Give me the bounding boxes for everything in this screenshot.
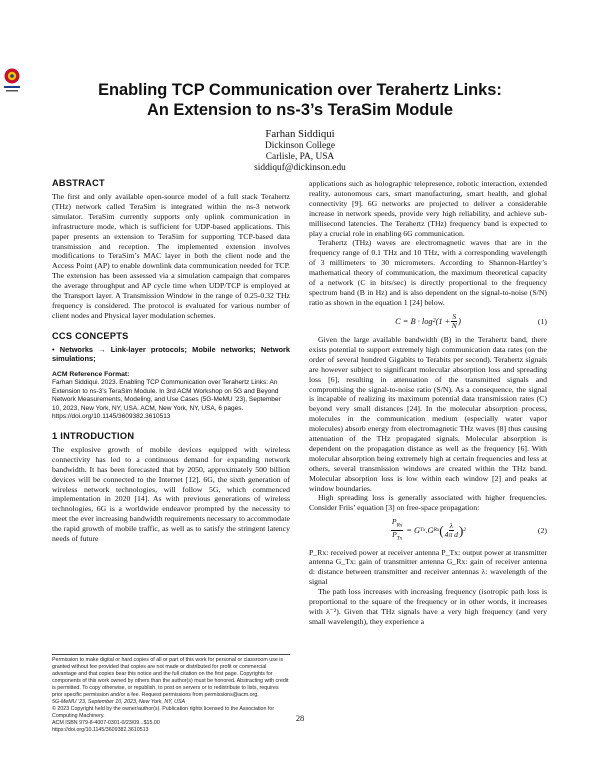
ccs-heading: CCS CONCEPTS — [52, 330, 129, 341]
paragraph-spreading: High spreading loss is generally associated with higher frequencies. Consider Friis’ equation [3] on free-space propagation: — [309, 493, 547, 513]
eq2-tx-sub: Tx — [396, 535, 403, 542]
eq1-open: (1 + — [435, 316, 451, 326]
eq2-power-fraction — [391, 518, 403, 543]
footnote-isbn: ACM ISBN 979-8-4007-0301-0/23/09...$15.00 — [52, 720, 160, 726]
abstract-heading: ABSTRACT — [52, 178, 105, 188]
equation-2: $\frac{P_{Rx}}{P_{Tx}}$ = G Tx .G Rx ( $\frac{\lambda}{\text{4π d}}$ ) 2 (2) — [391, 517, 547, 542]
title-line-2: An Extension to ns-3’s TeraSim Module — [146, 101, 453, 119]
author-location: Carlisle, PA, USA — [265, 152, 335, 163]
eq2-exponent: 2 — [463, 526, 467, 533]
ccs-arrow: → — [98, 344, 106, 354]
eq1-lhs: C = B · log — [395, 316, 433, 326]
eq1-fraction — [451, 313, 457, 331]
page-number: 28 — [295, 714, 305, 723]
right-column — [309, 179, 547, 627]
footnote-copyright: © 2023 Copyright held by the owner/author(s). Publication rights licensed to the Association for Computing Machinery. — [52, 706, 275, 719]
eq1-label: (1) — [537, 316, 547, 326]
footnote-permission: Permission to make digital or hard copies of all or part of this work for personal or classroom use is granted without fee provided that copies are not made or distributed for profit or commercial advantage and that copies bear this notice and the full citation on the first page. Copyrights for components of this work owned by others than the author(s) must be honored. Abstracting with credit is permitted. To copy otherwise, or republish, to post on servers or to redistribute to lists, requires prior specific permission and/or a fee. Request permissions from permissions@acm.org. — [52, 657, 289, 698]
equation-1 — [309, 313, 547, 331]
paragraph-terahertz: Terahertz (THz) waves are electromagnetic waves that are in the frequency range of 0.1 THz and 10 THz, with a corresponding wavelength of 3 millimeters to 30 micrometers. According to Shannon-Hartley’s mathematical theory of communication, the maximum theoretical capacity of a network (C in bits/sec) is directly proportional to the frequency spectrum band (B in Hz) and is also dependent on the signal-to-noise (S/N) ratio as shown in the equation 1 [24] below. — [309, 238, 547, 307]
eq2-p-rx: P — [391, 517, 397, 527]
footnote-venue: 5G-MeMU ’23, September 10, 2023, New York, NY, USA — [52, 699, 186, 705]
title-line-1: Enabling TCP Communication over Terahertz Links: — [98, 81, 502, 99]
abstract-text: The first and only available open-source model of a full stack Terahertz (THz) network called TeraSim is integrated within the ns-3 network simulator. TeraSim currently supports only uplink communication in infrastructure mode, which is sufficient for UDP-based applications. This paper presents an extension to TeraSim for supporting TCP-based data transmission and reception. The implemented extension involves modifications to TeraSim’s MAC layer in both the client node and the Access Point (AP) to enable downlink data communication needed for TCP. The extension has been assessed via a simulation campaign that compares the average throughput and AP cycle time when UDP/TCP is employed at the Transport layer. A Transmission Window in the range of 0.25-0.32 THz frequency is considered. The protocol is evaluated for various number of client nodes and Physical layer modulation schemes. — [52, 192, 290, 320]
acm-ref-heading: ACM Reference Format: — [52, 370, 130, 378]
paragraph-variables: P_Rx: received power at receiver antenna P_Tx: output power at transmitter antenna G_Tx: gain of transmitter antenna G_Rx: gain of receiver antenna d: distance between transmitter and receiver antennas λ: wavelength of the signal — [309, 547, 547, 587]
eq1-close: ) — [458, 316, 461, 326]
ccs-bullet: • — [52, 344, 55, 354]
eq2-equals: = G — [406, 525, 421, 535]
eq2-4pid: 4π d — [444, 530, 458, 540]
ccs-concepts — [52, 345, 290, 364]
ccs-concept-subcategories[interactable]: Link-layer protocols; Mobile networks; Network simulations; — [52, 344, 290, 364]
eq2-grx-sub: Rx — [433, 526, 440, 533]
eq1-denominator: N — [451, 321, 457, 331]
left-column — [52, 178, 290, 544]
eq2-lambda-fraction — [445, 522, 458, 540]
intro-heading: 1 INTRODUCTION — [52, 430, 135, 441]
eq1-sub: 2 — [432, 317, 436, 324]
footnote-doi[interactable]: https://doi.org/10.1145/3609382.3610513 — [52, 727, 149, 733]
eq2-label: (2) — [537, 525, 547, 535]
eq1-numerator: S — [452, 311, 457, 321]
intro-text: The explosive growth of mobile devices equipped with wireless connectivity has led to a continuous demand for expanding network bandwidth. It has been forecasted that by 2050, approximately 500 billion devices will be connected to the Internet [12]. 6G, the sixth generation of wireless network technologies, will follow 5G, which commenced implementation in 2020 [14]. As with previous generations of wireless technologies, 6G is a worldwide endeavor prompted by the necessity to meet the ever increasing bandwidth requirements necessary to accommodate the rapid growth of mobile traffic, as well as to satisfy the stringent latency needs of future — [52, 444, 290, 544]
eq2-p-tx: P — [392, 530, 397, 540]
author-email[interactable]: siddiquf@dickinson.edu — [254, 163, 346, 174]
author-institution: Dickinson College — [264, 141, 336, 151]
paragraph-applications: applications such as holographic telepresence, robotic interaction, extended reality, autonomous cars, smart manufacturing, smart health, and global connectivity [9]. 6G networks are projected to deliver a considerable increase in network speeds, provide very high reliability, and achieve sub-millisecond latencies. The Terahertz (THz) frequency band is expected to play a crucial role in enabling 6G communication. — [309, 179, 547, 238]
author-block — [0, 127, 600, 175]
paragraph-bandwidth: Given the large available bandwidth (B) in the Terahertz band, there exists potential to support extremely high communication data rates (on the order of several hundred Gigabits to Terabits per second). Terahertz signals are however subject to significant molecular absorption loss and spreading loss [6], resulting in attenuation of the transmitted signals and compromising the signal-to-noise ratio (S/N). As a consequence, the signal is incapable of realizing its maximum potential data transmission rates (C) beyond very small distances [24]. In the molecular absorption process, molecules in the communication medium (especially water vapor molecules) absorb energy from electromagnetic THz waves [8] thus causing attenuation of the THz propagated signals. Molecular absorption is dependent on the propagation distance as well as the frequency [6]. With molecular absorption being extremely high at certain frequencies and less at others, several transmission windows are created within the THz band. Molecular absorption loss is low within each window [2] and peaks at window boundaries. — [309, 334, 547, 493]
paper-title — [0, 80, 600, 120]
paragraph-path-loss: The path loss increases with increasing frequency (isotropic path loss is proportional to the square of the frequency or in other words, it increases with λ⁻²). Given that THz signals have a very high frequency (and very small wavelength), they experience a — [309, 587, 547, 626]
ccs-concept-networks[interactable]: Networks — [59, 344, 94, 354]
eq2-rx-sub: Rx — [396, 522, 403, 529]
acm-ref-text: Farhan Siddiqui. 2023. Enabling TCP Communication over Terahertz Links: An Extension to ns-3’s TeraSim Module. In 3rd ACM Workshop on 5G and Beyond Network Measurements, Modeling, and Use Cases (5G-MeMU ’23), September 10, 2023, New York, NY, USA. ACM, New York, NY, USA, 6 pages. https://doi.org/10.1145/3609382.3610513 — [52, 378, 281, 421]
eq2-dot: .G — [425, 525, 434, 535]
eq2-lambda: λ — [449, 520, 453, 530]
eq2-gtx-sub: Tx — [420, 526, 426, 533]
author-name: Farhan Siddiqui — [265, 128, 335, 140]
